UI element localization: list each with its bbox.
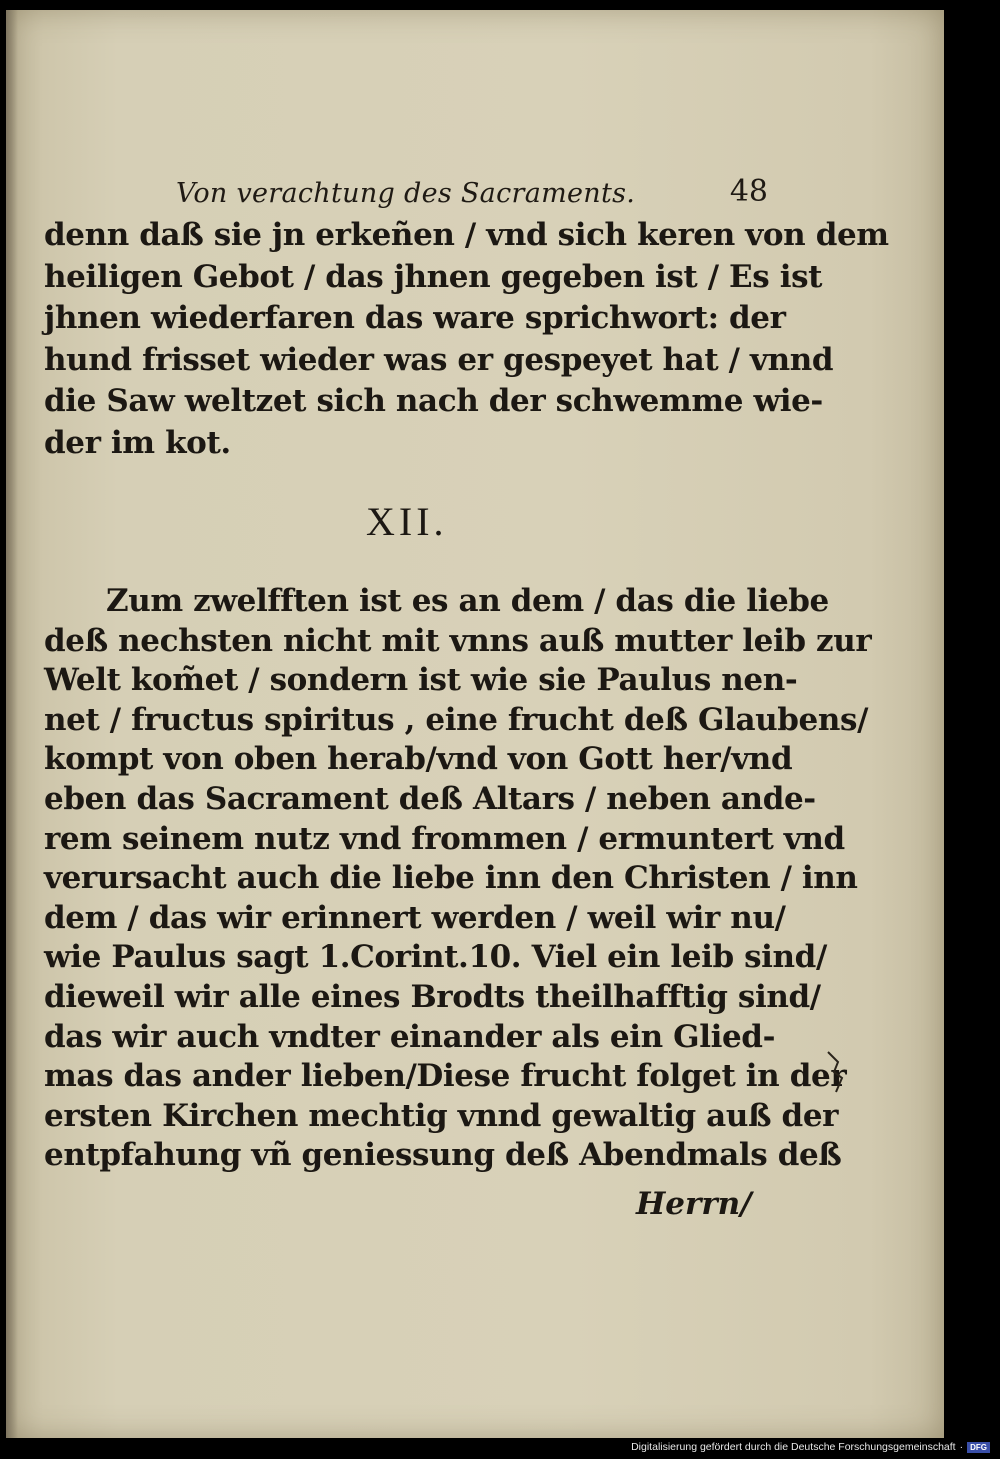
text-line: ersten Kirchen mechtig vnnd gewaltig auß der: [44, 1097, 839, 1134]
text-line: jhnen wiederfaren das ware sprichwort: der: [44, 300, 786, 336]
paragraph-2: [44, 582, 872, 1176]
footer-credit: [631, 1441, 990, 1453]
book-page: [6, 10, 944, 1438]
text-line: hund frisset wieder was er gespeyet hat / vnnd: [44, 341, 834, 378]
text-line: dem / das wir erinnert werden / weil wir nu/: [44, 899, 786, 936]
text-line: heiligen Gebot / das jhnen gegeben ist / Es ist: [44, 258, 823, 295]
text-line: Welt kom̃et / sondern ist wie sie Paulus nen-: [44, 662, 798, 699]
text-line: Zum zwelfften ist es an dem / das die liebe: [106, 583, 829, 619]
dfg-logo-icon: DFG: [967, 1442, 990, 1453]
text-line: mas das ander lieben/Diese frucht folget in der: [44, 1058, 847, 1095]
text-line: eben das Sacrament deß Altars / neben ande-: [44, 780, 816, 817]
page-gutter-shadow: [6, 10, 18, 1438]
footer-separator: ·: [959, 1441, 964, 1453]
text-line: entpfahung vñ geniessung deß Abendmals deß: [44, 1137, 842, 1174]
running-head: [176, 174, 768, 218]
text-line: wie Paulus sagt 1.Corint.10. Viel ein leib sind/: [44, 939, 827, 976]
text-line: dieweil wir alle eines Brodts theilhafftig sind/: [44, 978, 821, 1015]
text-line: der im kot.: [44, 424, 231, 461]
catchword: Herrn/: [636, 1186, 752, 1222]
text-line: die Saw weltzet sich nach der schwemme wie-: [44, 383, 823, 419]
margin-ink-mark: [824, 1048, 850, 1096]
footer-credit-text: Digitalisierung gefördert durch die Deutsche Forschungsgemeinschaft: [631, 1441, 956, 1453]
text-line: denn daß sie jn erkeñen / vnd sich keren von dem: [44, 217, 889, 253]
running-title: Von verachtung des Sacraments.: [176, 178, 636, 209]
text-line: rem seinem nutz vnd frommen / ermuntert vnd: [44, 820, 845, 857]
text-line: das wir auch vndter einander als ein Glied-: [44, 1018, 776, 1055]
text-line: deß nechsten nicht mit vnns auß mutter leib zur: [44, 622, 872, 659]
text-line: net / fructus spiritus , eine frucht deß Glaubens/: [44, 701, 868, 738]
text-line: kompt von oben herab/vnd von Gott her/vnd: [44, 741, 793, 778]
page-number: 48: [729, 174, 768, 209]
paragraph-1: [44, 215, 889, 464]
text-line: verursacht auch die liebe inn den Christen / inn: [44, 860, 858, 897]
section-heading: XII.: [366, 499, 448, 544]
